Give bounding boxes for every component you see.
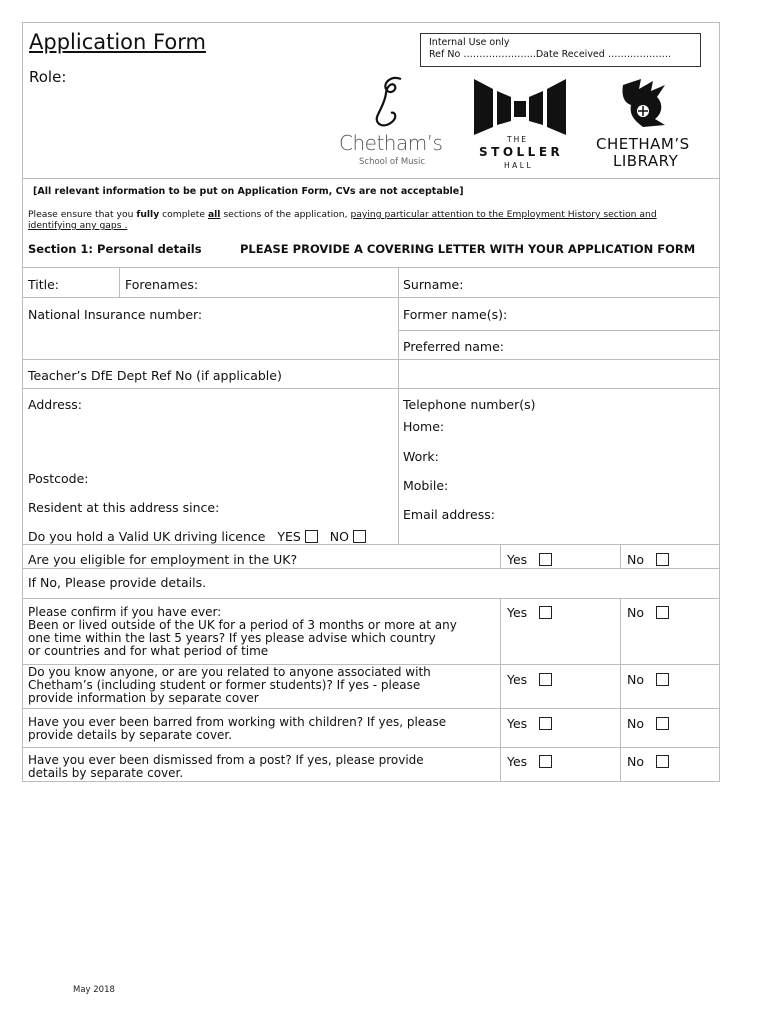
teacher-ref-field[interactable]: Teacher’s DfE Dept Ref No (if applicable) — [28, 368, 282, 383]
griffin-crest-icon — [613, 75, 683, 131]
lived-outside-yes: Yes — [507, 605, 552, 620]
footer-date: May 2018 — [73, 985, 115, 995]
licence-yes-checkbox[interactable] — [305, 530, 318, 543]
postcode-field[interactable]: Postcode: — [28, 471, 89, 486]
internal-use-label: Internal Use only — [429, 37, 510, 48]
ni-number-field[interactable]: National Insurance number: — [28, 307, 203, 322]
driving-licence-question: Do you hold a Valid UK driving licence YES NO — [28, 529, 366, 544]
know-anyone-no: No — [627, 672, 669, 687]
if-no-details-field[interactable]: If No, Please provide details. — [28, 575, 207, 590]
page-title: Application Form — [29, 30, 206, 54]
internal-use-box — [420, 33, 701, 67]
lived-outside-question: Please confirm if you have ever: Been or lived outside of the UK for a period of 3 months or more at any one time within the last 5 years? If yes please advise which country or countries and for what period of time — [28, 605, 457, 658]
know-anyone-question: Do you know anyone, or are you related to anyone associated with Chetham’s (including student or former students)? If yes - please provide information by separate cover — [28, 665, 431, 705]
dismissed-no-checkbox[interactable] — [656, 755, 669, 768]
school-of-music: School of Music — [359, 157, 425, 167]
dismissed-yes-checkbox[interactable] — [539, 755, 552, 768]
forenames-field[interactable]: Forenames: — [125, 277, 199, 292]
lived-outside-no: No — [627, 605, 669, 620]
covering-letter-notice: PLEASE PROVIDE A COVERING LETTER WITH YOUR APPLICATION FORM — [240, 242, 696, 256]
instruction-text: Please ensure that you fully complete all sections of the application, paying particular attention to the Employment History section and identifying any gaps . — [28, 209, 657, 231]
stoller-hall: HALL — [504, 161, 534, 170]
chethams-name: Chetham’s — [339, 131, 443, 155]
title-field[interactable]: Title: — [28, 277, 59, 292]
licence-no-checkbox[interactable] — [353, 530, 366, 543]
application-form — [22, 22, 720, 782]
barred-question: Have you ever been barred from working with children? If yes, please provide details by separate cover. — [28, 715, 447, 742]
surname-field[interactable]: Surname: — [403, 277, 464, 292]
dismissed-no: No — [627, 754, 669, 769]
email-field[interactable]: Email address: — [403, 507, 495, 522]
lived-outside-no-checkbox[interactable] — [656, 606, 669, 619]
barred-no: No — [627, 716, 669, 731]
eligible-no-checkbox[interactable] — [656, 553, 669, 566]
clef-icon — [339, 73, 449, 129]
resident-since-field[interactable]: Resident at this address since: — [28, 500, 220, 515]
ref-line: Ref No …………………..Date Received ……………….. — [429, 49, 671, 60]
former-names-field[interactable]: Former name(s): — [403, 307, 508, 322]
eligible-no: No — [627, 552, 669, 567]
address-field[interactable]: Address: — [28, 397, 82, 412]
library-line1: CHETHAM’S — [596, 135, 690, 153]
eligible-question: Are you eligible for employment in the UK? — [28, 552, 298, 567]
dismissed-yes: Yes — [507, 754, 552, 769]
chethams-library-logo — [593, 75, 703, 175]
mobile-phone-field[interactable]: Mobile: — [403, 478, 449, 493]
telephone-label: Telephone number(s) — [403, 397, 536, 412]
stoller-name: STOLLER — [479, 145, 564, 159]
work-phone-field[interactable]: Work: — [403, 449, 439, 464]
role-label: Role: — [29, 68, 67, 86]
know-anyone-no-checkbox[interactable] — [656, 673, 669, 686]
stoller-hall-mark — [471, 77, 571, 135]
dismissed-question: Have you ever been dismissed from a post? If yes, please provide details by separate cover. — [28, 753, 424, 780]
know-anyone-yes: Yes — [507, 672, 552, 687]
cv-notice: [All relevant information to be put on Application Form, CVs are not acceptable] — [33, 186, 464, 197]
eligible-yes: Yes — [507, 552, 552, 567]
barred-yes: Yes — [507, 716, 552, 731]
barred-no-checkbox[interactable] — [656, 717, 669, 730]
stoller-the: THE — [507, 135, 528, 144]
lived-outside-yes-checkbox[interactable] — [539, 606, 552, 619]
eligible-yes-checkbox[interactable] — [539, 553, 552, 566]
preferred-name-field[interactable]: Preferred name: — [403, 339, 505, 354]
home-phone-field[interactable]: Home: — [403, 419, 445, 434]
know-anyone-yes-checkbox[interactable] — [539, 673, 552, 686]
section-heading: Section 1: Personal details — [28, 242, 202, 256]
barred-yes-checkbox[interactable] — [539, 717, 552, 730]
stoller-hall-logo — [471, 77, 581, 173]
chethams-school-logo — [339, 73, 449, 173]
library-line2: LIBRARY — [613, 152, 679, 170]
